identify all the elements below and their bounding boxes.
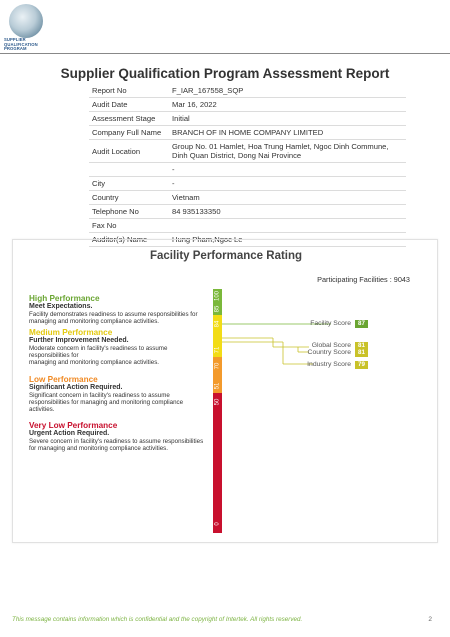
info-value: - (169, 177, 406, 191)
info-value: Vietnam (169, 191, 406, 205)
globe-icon (9, 4, 43, 38)
industry-score-label: Industry Score (307, 361, 351, 368)
info-key: Telephone No (89, 205, 169, 219)
report-info-table (89, 84, 406, 247)
tick-label: 100 (214, 291, 221, 302)
tick-label: 0 (214, 522, 221, 526)
info-row (89, 98, 406, 112)
country-score-badge: 81 (355, 349, 368, 357)
country-score-label: Country Score (307, 349, 351, 356)
info-row (89, 205, 406, 219)
confidentiality-footer: This message contains information which is confidential and the copyright of Intertek. All rights reserved. (12, 616, 303, 623)
info-value: Initial (169, 112, 406, 126)
level-subheading: Further Improvement Needed. (29, 337, 129, 344)
level-heading: Very Low Performance (29, 421, 118, 430)
level-description: Significant concern in facility's readiness to assume responsibilities for managing and monitoring compliance activities. (29, 392, 184, 413)
info-key: Assessment Stage (89, 112, 169, 126)
info-value: F_IAR_167558_SQP (169, 84, 406, 98)
info-row (89, 191, 406, 205)
performance-rating-panel (12, 239, 438, 543)
tick-label: 71 (214, 346, 221, 354)
info-value: BRANCH OF IN HOME COMPANY LIMITED (169, 126, 406, 140)
info-key: Audit Date (89, 98, 169, 112)
info-key: Fax No (89, 219, 169, 233)
global-score-label: Global Score (311, 342, 351, 349)
panel-title: Facility Performance Rating (149, 250, 303, 262)
report-title: Supplier Qualification Program Assessment Report (60, 66, 390, 81)
page-number: 2 (428, 616, 432, 623)
facility-score-badge: 87 (355, 320, 368, 328)
level-description: Severe concern in facility's readiness to assume responsibilities for managing and monitoring compliance activities. (29, 438, 204, 452)
level-description: Facility demonstrates readiness to assume responsibilities for managing and monitoring compliance activities. (29, 311, 198, 325)
level-heading: Low Performance (29, 375, 98, 384)
logo-line: QUALIFICATION (4, 41, 38, 47)
page-header (0, 0, 450, 54)
level-description: Moderate concern in facility's readiness to assume responsibilities for managing and monitoring compliance activities. (29, 345, 168, 366)
tick-label: 51 (214, 382, 221, 390)
info-key (89, 163, 169, 177)
info-value: Mar 16, 2022 (169, 98, 406, 112)
info-value: - (169, 163, 406, 177)
info-key: Auditor(s) Name (89, 233, 169, 247)
level-subheading: Significant Action Required. (29, 384, 123, 391)
tick-label: 50 (214, 398, 221, 406)
level-heading: High Performance (29, 294, 100, 303)
level-heading: Medium Performance (29, 328, 113, 337)
info-key: City (89, 177, 169, 191)
level-subheading: Urgent Action Required. (29, 430, 110, 437)
tick-label: 70 (214, 362, 221, 370)
info-key: Country (89, 191, 169, 205)
tick-label: 85 (214, 305, 221, 313)
sqp-logo (4, 4, 60, 52)
info-value: Hung Pham,Ngoc Le (169, 233, 406, 247)
logo-line: PROGRAM (4, 46, 27, 52)
info-value: Group No. 01 Hamlet, Hoa Trung Hamlet, Ngoc Dinh Commune, Dinh Quan District, Dong Nai Province (169, 140, 406, 163)
tick-label: 84 (214, 320, 221, 328)
info-key: Report No (89, 84, 169, 98)
level-subheading: Meet Expectations. (29, 303, 93, 310)
info-row (89, 140, 406, 163)
info-value: 84 935133350 (169, 205, 406, 219)
facility-score-label: Facility Score (310, 320, 351, 327)
info-row (89, 163, 406, 177)
info-value (169, 219, 406, 233)
info-row (89, 177, 406, 191)
info-row (89, 219, 406, 233)
industry-score-badge: 79 (355, 361, 368, 369)
global-score-badge: 81 (355, 342, 368, 350)
logo-line: SUPPLIER (4, 37, 26, 42)
info-row (89, 112, 406, 126)
info-row (89, 126, 406, 140)
info-row (89, 84, 406, 98)
info-key: Company Full Name (89, 126, 169, 140)
score-connectors (13, 240, 439, 544)
info-key: Audit Location (89, 140, 169, 163)
participating-facilities: Participating Facilities : 9043 (317, 275, 410, 284)
